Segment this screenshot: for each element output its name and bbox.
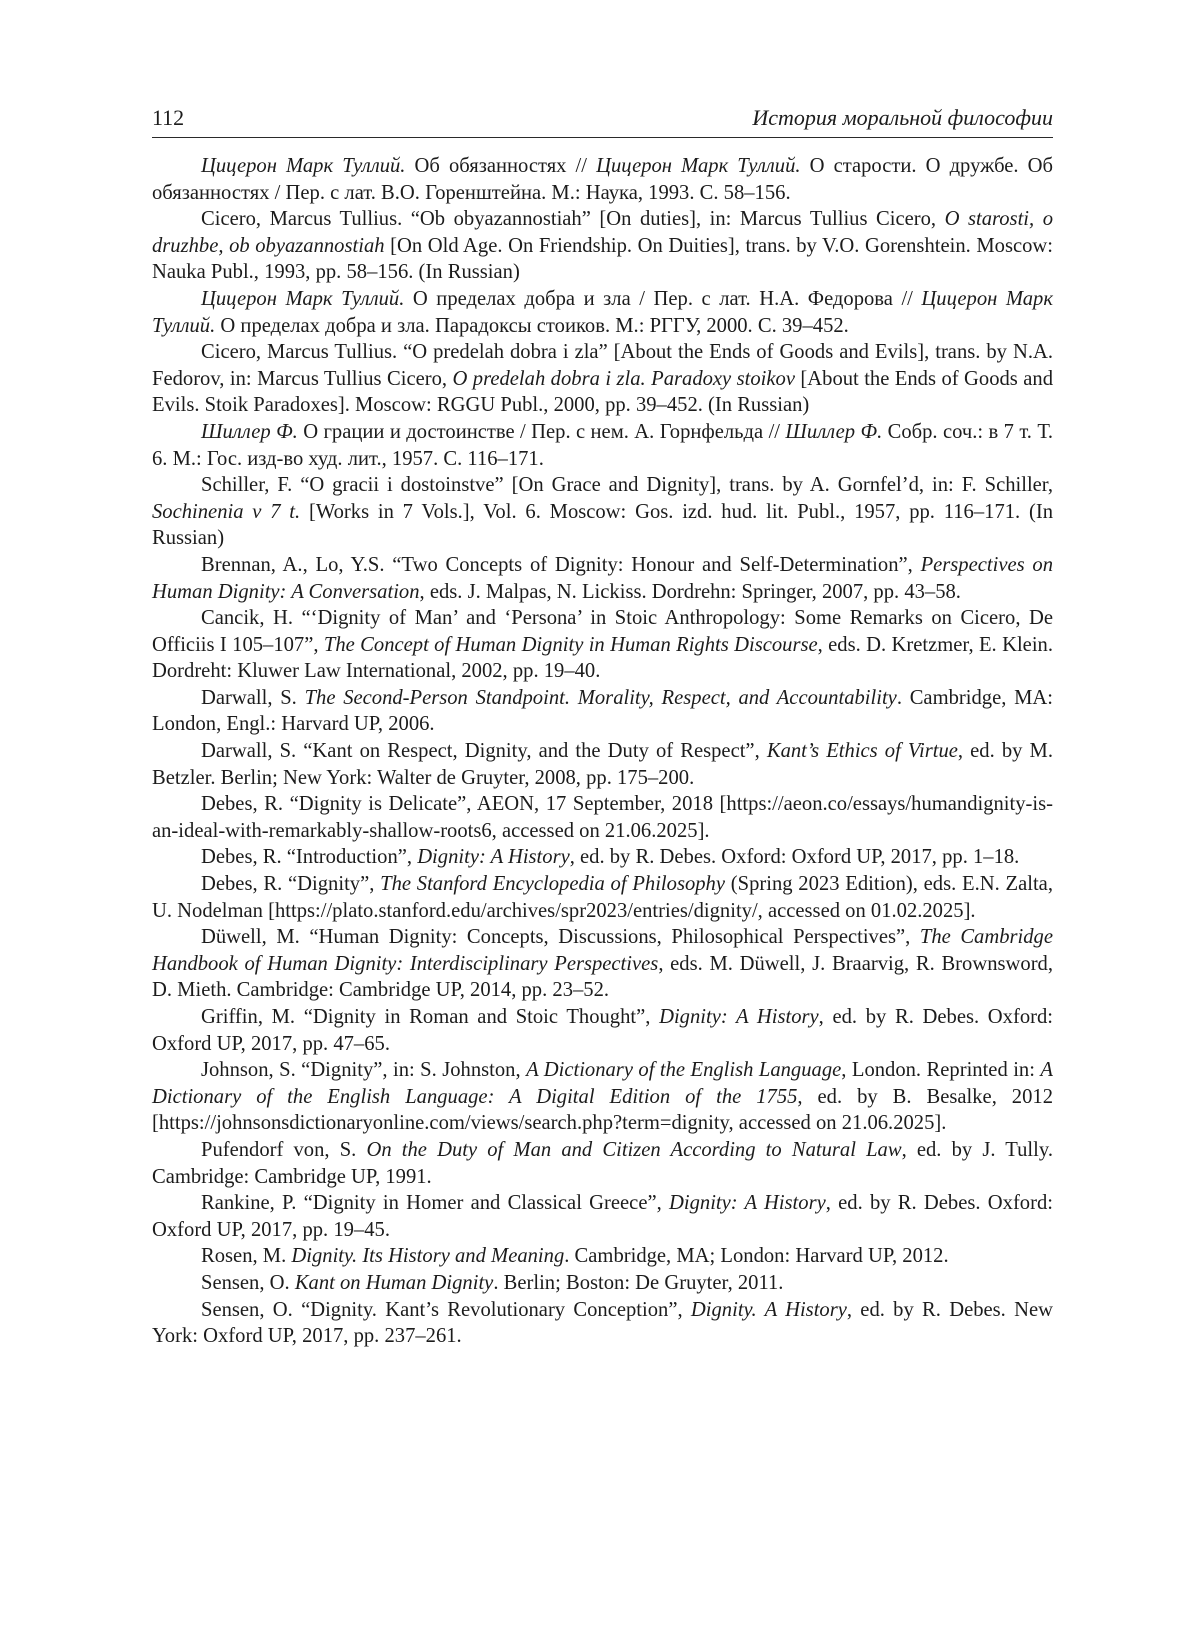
entry-title-italic: Цицерон Марк Туллий.	[201, 155, 406, 177]
entry-text: Düwell, M. “Human Dignity: Concepts, Discussions, Philosophical Perspectives”,	[201, 926, 920, 949]
bibliography-list	[152, 153, 1053, 1350]
bibliography-entry	[152, 844, 1053, 871]
entry-title-italic: Kant’s Ethics of Virtue	[766, 740, 958, 763]
entry-text: Darwall, S.	[201, 686, 305, 709]
entry-text: Rankine, P. “Dignity in Homer and Classical Greece”,	[201, 1192, 669, 1215]
entry-text: Pufendorf von, S.	[201, 1138, 367, 1161]
entry-text: Brennan, A., Lo, Y.S. “Two Concepts of Dignity: Honour and Self-Determination”,	[201, 553, 921, 576]
bibliography-entry	[152, 552, 1053, 605]
bibliography-entry	[152, 1190, 1053, 1243]
entry-text: [Works in 7 Vols.], Vol. 6. Moscow: Gos. izd. hud. lit. Publ., 1957, pp. 116–171. (In Russian)	[152, 500, 1053, 550]
entry-text: О старости. О дружбе. Об обязанностях / Пер. с лат. В.О. Горенштейна. М.: Наука, 1993. С. 58–156.	[152, 155, 1053, 204]
running-title: История моральной философии	[752, 105, 1053, 130]
entry-title-italic: Dignity: A History	[659, 1006, 819, 1028]
bibliography-entry	[152, 738, 1053, 791]
entry-title-italic: Kant on Human Dignity	[294, 1271, 494, 1294]
entry-title-italic: Цицерон Марк Туллий.	[596, 155, 801, 177]
bibliography-entry	[152, 339, 1053, 419]
bibliography-entry	[152, 1137, 1053, 1190]
entry-text: , ed. by B. Besalke, 2012 [https://johnsonsdictionaryonline.com/views/search.php?term=dignity, accessed on 21.06.2025].	[152, 1085, 1053, 1135]
bibliography-entry	[152, 1297, 1053, 1350]
entry-title-italic: The Second-Person Standpoint. Morality, Respect, and Accountability	[304, 686, 897, 709]
entry-title-italic: Dignity: A History	[417, 846, 570, 869]
entry-title-italic: Шиллер Ф.	[201, 420, 298, 443]
entry-title-italic: The Stanford Encyclopedia of Philosophy	[380, 873, 725, 896]
entry-text: Schiller, F. “O gracii i dostoinstve” [On Grace and Dignity], trans. by A. Gornfel’d, in: F. Schiller,	[201, 474, 1053, 497]
page-header	[152, 103, 1053, 138]
entry-text: , eds. J. Malpas, N. Lickiss. Dordrehn: Springer, 2007, pp. 43–58.	[419, 580, 961, 603]
entry-text: Cicero, Marcus Tullius. “Ob obyazannostiah” [On duties], in: Marcus Tullius Cicero,	[201, 208, 945, 231]
entry-text: Debes, R. “Dignity is Delicate”, AEON, 17 September, 2018 [https://aeon.co/essays/humandignity-is-an-ideal-with-remarkably-shallow-roots6, accessed on 21.06.2025].	[152, 793, 1053, 842]
entry-text: О пределах добра и зла / Пер. с лат. Н.А. Федорова //	[404, 287, 922, 310]
entry-title-italic: Dignity: A History	[669, 1192, 826, 1215]
entry-title-italic: The Cambridge Handbook of Human Dignity: Interdisciplinary Perspectives	[152, 926, 1053, 975]
entry-title-italic: Perspectives on Human Dignity: A Conversation	[152, 553, 1053, 603]
entry-text: (Spring 2023 Edition), eds. E.N. Zalta, U. Nodelman [https://plato.stanford.edu/archives/spr2023/entries/dignity/, accessed on 01.02.2025].	[152, 873, 1053, 922]
bibliography-entry	[152, 472, 1053, 552]
entry-title-italic: A Dictionary of the English Language: A Digital Edition of the 1755	[152, 1059, 1053, 1108]
entry-text: . Cambridge, MA; London: Harvard UP, 2012.	[564, 1245, 949, 1268]
entry-text: [On Old Age. On Friendship. On Duities], trans. by V.O. Gorenshtein. Moscow: Nauka Publ., 1993, pp. 58–156. (In Russian)	[152, 234, 1054, 284]
entry-text: Собр. соч.: в 7 т. Т. 6. М.: Гос. изд-во худ. лит., 1957. С. 116–171.	[152, 420, 1053, 470]
bibliography-entry	[152, 1057, 1053, 1137]
entry-title-italic: Dignity. A History	[690, 1298, 847, 1321]
entry-title-italic: O predelah dobra i zla. Paradoxy stoikov	[452, 367, 795, 390]
entry-text: , eds. M. Düwell, J. Braarvig, R. Brownsword, D. Mieth. Cambridge: Cambridge UP, 2014, pp. 23–52.	[152, 952, 1053, 1002]
entry-text: Rosen, M.	[201, 1245, 292, 1268]
entry-text: О пределах добра и зла. Парадоксы стоиков. М.: РГГУ, 2000. С. 39–452.	[215, 314, 849, 337]
entry-title-italic: Цицерон Марк Туллий.	[201, 287, 405, 310]
entry-text: Sensen, O. “Dignity. Kant’s Revolutionary Conception”,	[201, 1298, 691, 1321]
entry-text: Debes, R. “Introduction”,	[201, 846, 418, 869]
entry-title-italic: Цицерон Марк Туллий.	[152, 287, 1053, 337]
bibliography-entry	[152, 685, 1053, 738]
entry-text: , ed. by R. Debes. Oxford: Oxford UP, 2017, pp. 19–45.	[152, 1192, 1053, 1241]
entry-title-italic: A Dictionary of the English Language	[526, 1059, 842, 1082]
entry-title-italic: O starosti, o druzhbe, ob obyazannostiah	[152, 208, 1053, 257]
bibliography-entry	[152, 871, 1053, 924]
entry-title-italic: The Concept of Human Dignity in Human Rights Discourse	[323, 633, 818, 656]
entry-text: . Cambridge, MA: London, Engl.: Harvard UP, 2006.	[152, 686, 1053, 736]
entry-text: , ed. by R. Debes. New York: Oxford UP, 2017, pp. 237–261.	[152, 1298, 1053, 1348]
entry-text: , ed. by R. Debes. Oxford: Oxford UP, 2017, pp. 1–18.	[569, 846, 1020, 869]
entry-text: Johnson, S. “Dignity”, in: S. Johnston,	[201, 1059, 527, 1082]
entry-text: Debes, R. “Dignity”,	[201, 873, 381, 896]
entry-text: Cicero, Marcus Tullius. “O predelah dobra i zla” [About the Ends of Goods and Evils], trans. by N.A. Fedorov, in: Marcus Tullius Cicero,	[152, 341, 1053, 390]
entry-text: [About the Ends of Goods and Evils. Stoik Paradoxes]. Moscow: RGGU Publ., 2000, pp. 39–452. (In Russian)	[152, 367, 1053, 417]
bibliography-entry	[152, 791, 1053, 844]
page-number: 112	[152, 105, 185, 130]
entry-text: Darwall, S. “Kant on Respect, Dignity, and the Duty of Respect”,	[201, 740, 767, 763]
bibliography-entry	[152, 1004, 1053, 1057]
entry-title-italic: Шиллер Ф.	[785, 420, 883, 443]
bibliography-entry	[152, 605, 1053, 685]
entry-text: , ed. by R. Debes. Oxford: Oxford UP, 2017, pp. 47–65.	[152, 1006, 1053, 1055]
entry-text: . Berlin; Boston: De Gruyter, 2011.	[493, 1271, 784, 1294]
bibliography-entry	[152, 286, 1053, 339]
entry-text: О грации и достоинстве / Пер. с нем. А. Горнфельда //	[297, 420, 786, 443]
bibliography-entry	[152, 153, 1053, 206]
entry-text: Cancik, H. “‘Dignity of Man’ and ‘Persona’ in Stoic Anthropology: Some Remarks on Cicero, De Officiis I 105–107”,	[152, 607, 1053, 656]
entry-text: Sensen, O.	[201, 1271, 295, 1294]
entry-title-italic: On the Duty of Man and Citizen According to Natural Law	[366, 1138, 902, 1161]
entry-text: , ed. by J. Tully. Cambridge: Cambridge UP, 1991.	[152, 1138, 1053, 1188]
bibliography-entry	[152, 1243, 1053, 1270]
entry-text: , eds. D. Kretzmer, E. Klein. Dordreht: Kluwer Law International, 2002, pp. 19–40.	[152, 633, 1053, 683]
entry-text: , London. Reprinted in:	[841, 1059, 1041, 1082]
bibliography-entry	[152, 419, 1053, 472]
bibliography-entry	[152, 206, 1053, 286]
entry-text: , ed. by M. Betzler. Berlin; New York: Walter de Gruyter, 2008, pp. 175–200.	[152, 740, 1054, 789]
entry-text: Griffin, M. “Dignity in Roman and Stoic Thought”,	[201, 1006, 660, 1028]
entry-title-italic: Sochinenia v 7 t.	[152, 500, 301, 523]
entry-title-italic: Dignity. Its History and Meaning	[291, 1245, 565, 1268]
bibliography-entry	[152, 1270, 1053, 1297]
entry-text: Об обязанностях //	[405, 155, 597, 177]
bibliography-entry	[152, 924, 1053, 1004]
